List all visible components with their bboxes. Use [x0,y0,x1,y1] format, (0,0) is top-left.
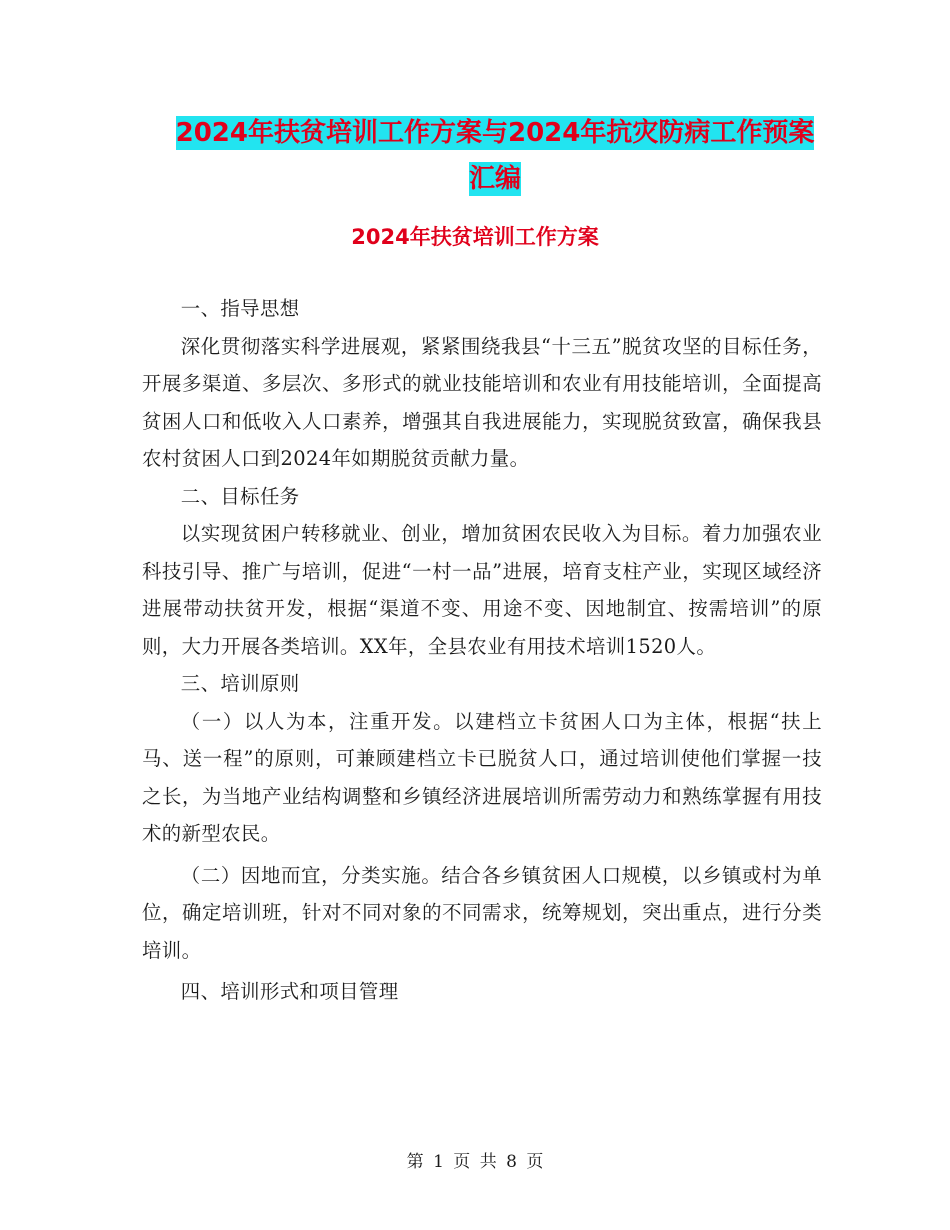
document-title [140,110,850,202]
heading-training-principles: 三、培训原则 [180,672,300,695]
paragraph-guiding-ideology: 深化贯彻落实科学进展观，紧紧围绕我县“十三五”脱贫攻坚的目标任务，开展多渠道、多层次、多形式的就业技能培训和农业有用技能培训，全面提高贫困人口和低收入人口素养，增强其自我进展能力，实现脱贫致富，确保我县农村贫困人口到2024年如期脱贫贡献力量。 [142,334,822,470]
paragraph-principle-1: （一）以人为本，注重开发。以建档立卡贫困人口为主体，根据“扶上马、送一程”的原则，可兼顾建档立卡已脱贫人口，通过培训使他们掌握一技之长，为当地产业结构调整和乡镇经济进展培训所需劳动力和熟练掌握有用技术的新型农民。 [142,709,822,845]
document-title-line-1: 2024年扶贫培训工作方案与2024年抗灾防病工作预案 [175,118,815,148]
page-number-footer: 第 1 页 共 8 页 [406,1152,544,1172]
section-title: 2024年扶贫培训工作方案 [351,225,599,249]
paragraph-principle-2: （二）因地而宜，分类实施。结合各乡镇贫困人口规模，以乡镇或村为单位，确定培训班，针对不同对象的不同需求，统筹规划，突出重点，进行分类培训。 [142,863,822,962]
heading-guiding-ideology: 一、指导思想 [180,297,300,320]
document-body [142,290,822,1011]
document-title-line-2: 汇编 [468,164,521,194]
paragraph-target-tasks: 以实现贫困户转移就业、创业，增加贫困农民收入为目标。着力加强农业科技引导、推广与培训，促进“一村一品”进展，培育支柱产业，实现区域经济进展带动扶贫开发，根据“渠道不变、用途不变、因地制宜、按需培训”的原则，大力开展各类培训。XX年，全县农业有用技术培训1520人。 [142,522,822,658]
heading-training-forms: 四、培训形式和项目管理 [180,980,399,1003]
heading-target-tasks: 二、目标任务 [180,484,300,508]
